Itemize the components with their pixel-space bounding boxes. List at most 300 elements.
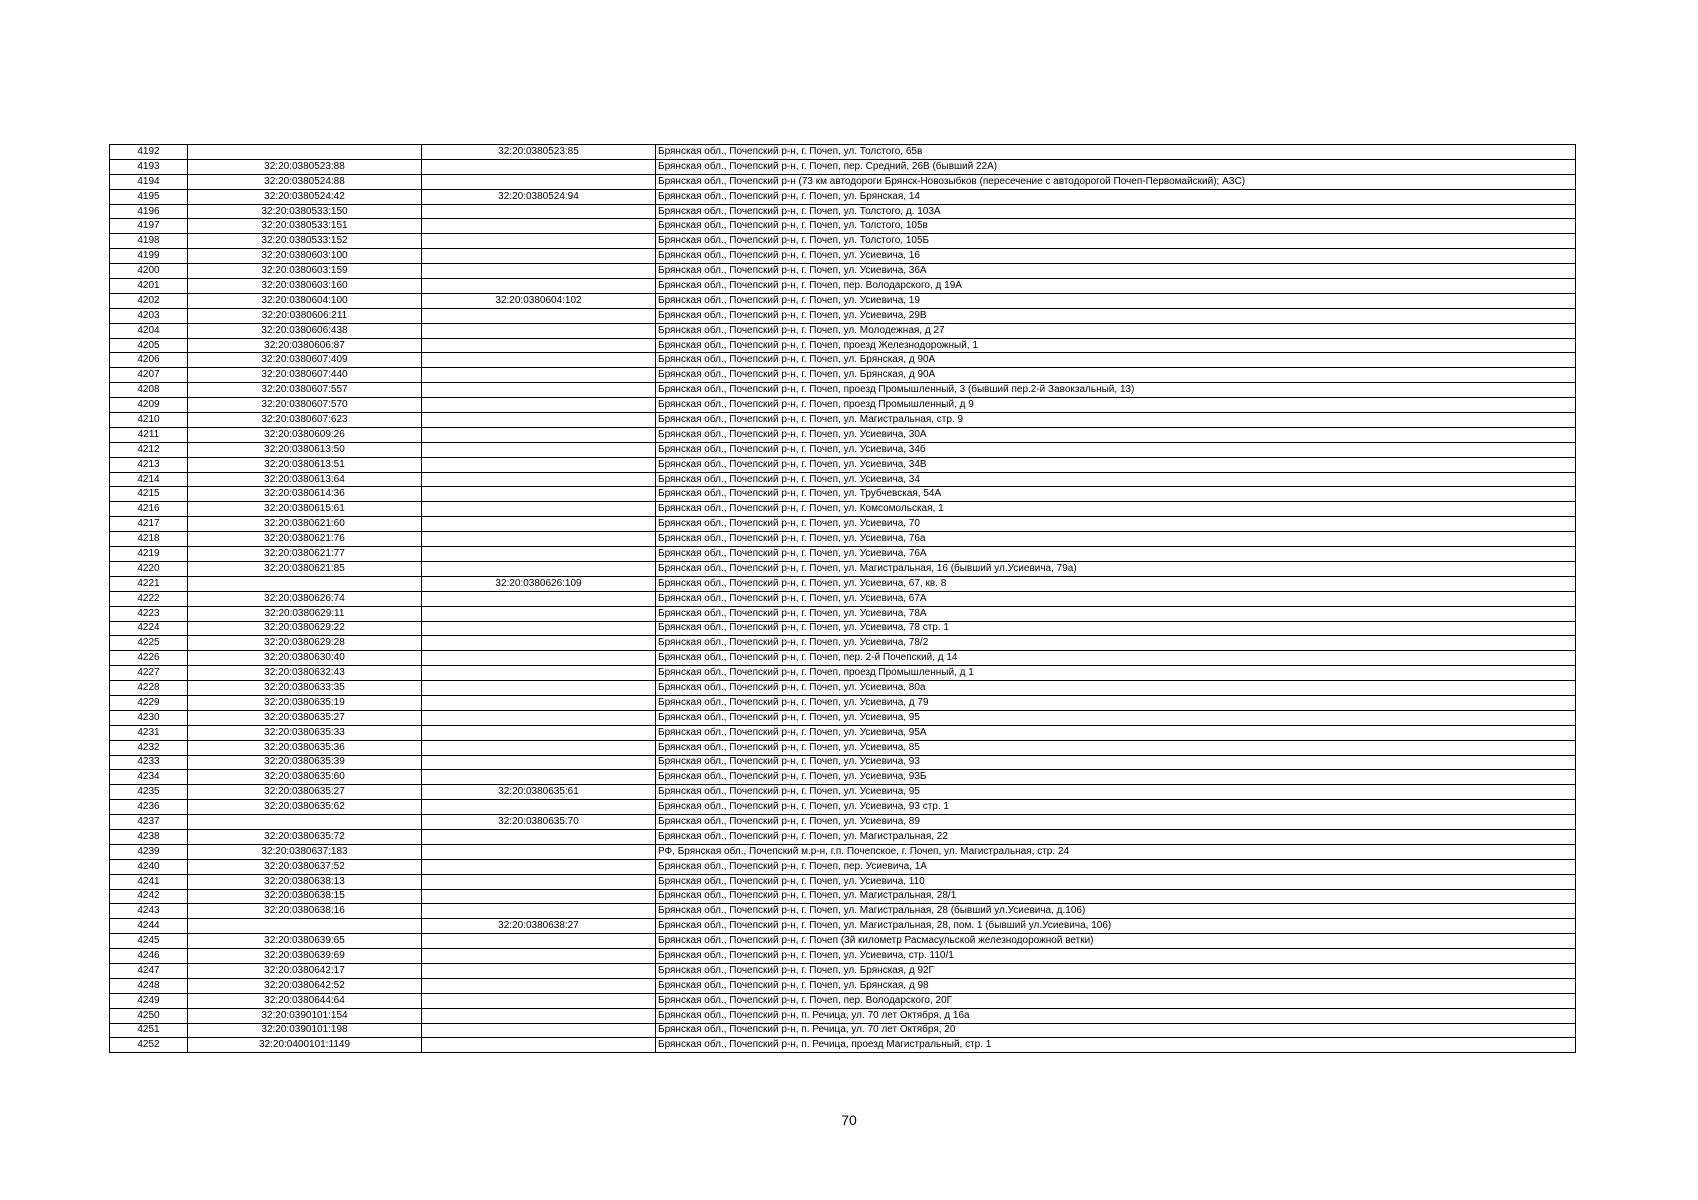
row-number-cell: 4235 (110, 785, 188, 800)
table-row (110, 517, 1576, 532)
table-row (110, 383, 1576, 398)
address-cell: Брянская обл., Почепский р-н, п. Речица, проезд Магистральный, стр. 1 (656, 1038, 1576, 1053)
address-cell: Брянская обл., Почепский р-н, п. Речица, ул. 70 лет Октября, д 16а (656, 1008, 1576, 1023)
linked-cadastral-number-cell (422, 353, 656, 368)
cadastral-number-cell: 32:20:0380633:35 (188, 681, 422, 696)
linked-cadastral-number-cell (422, 517, 656, 532)
linked-cadastral-number-cell (422, 427, 656, 442)
row-number-cell: 4230 (110, 710, 188, 725)
table-row (110, 502, 1576, 517)
row-number-cell: 4195 (110, 189, 188, 204)
row-number-cell: 4222 (110, 591, 188, 606)
row-number-cell: 4232 (110, 740, 188, 755)
cadastral-number-cell: 32:20:0380635:60 (188, 770, 422, 785)
row-number-cell: 4207 (110, 368, 188, 383)
cadastral-number-cell: 32:20:0380629:22 (188, 621, 422, 636)
cadastral-number-cell: 32:20:0380533:152 (188, 234, 422, 249)
linked-cadastral-number-cell (422, 636, 656, 651)
address-cell: Брянская обл., Почепский р-н, г. Почеп, ул. Магистральная, 28, пом. 1 (бывший ул.Усиевича, 106) (656, 919, 1576, 934)
linked-cadastral-number-cell (422, 681, 656, 696)
address-cell: Брянская обл., Почепский р-н, г. Почеп, ул. Усиевича, 78 стр. 1 (656, 621, 1576, 636)
address-cell: Брянская обл., Почепский р-н, г. Почеп, пер. Усиевича, 1А (656, 859, 1576, 874)
linked-cadastral-number-cell (422, 993, 656, 1008)
address-cell: Брянская обл., Почепский р-н, г. Почеп, ул. Усиевича, 85 (656, 740, 1576, 755)
table-row (110, 993, 1576, 1008)
table-row (110, 755, 1576, 770)
address-cell: Брянская обл., Почепский р-н, г. Почеп, ул. Брянская, д 92Г (656, 963, 1576, 978)
address-cell: Брянская обл., Почепский р-н, г. Почеп, ул. Трубчевская, 54А (656, 487, 1576, 502)
cadastral-number-cell: 32:20:0380607:409 (188, 353, 422, 368)
address-cell: Брянская обл., Почепский р-н, г. Почеп, ул. Усиевича, 95А (656, 725, 1576, 740)
linked-cadastral-number-cell (422, 398, 656, 413)
linked-cadastral-number-cell (422, 800, 656, 815)
cadastral-number-cell: 32:20:0380607:623 (188, 413, 422, 428)
row-number-cell: 4209 (110, 398, 188, 413)
cadastral-number-cell: 32:20:0380635:19 (188, 695, 422, 710)
address-cell: Брянская обл., Почепский р-н, г. Почеп (3й километр Расмасульской железнодорожной ветки) (656, 934, 1576, 949)
row-number-cell: 4249 (110, 993, 188, 1008)
address-cell: Брянская обл., Почепский р-н, г. Почеп, ул. Брянская, д 90А (656, 353, 1576, 368)
linked-cadastral-number-cell (422, 978, 656, 993)
linked-cadastral-number-cell (422, 1023, 656, 1038)
table-row (110, 651, 1576, 666)
table-row (110, 859, 1576, 874)
row-number-cell: 4193 (110, 159, 188, 174)
cadastral-number-cell: 32:20:0380642:52 (188, 978, 422, 993)
row-number-cell: 4243 (110, 904, 188, 919)
address-cell: Брянская обл., Почепский р-н, г. Почеп, ул. Толстого, 105в (656, 219, 1576, 234)
address-cell: Брянская обл., Почепский р-н, г. Почеп, ул. Усиевича, 67, кв. 8 (656, 576, 1576, 591)
address-cell: Брянская обл., Почепский р-н, г. Почеп, пер. Володарского, д 19А (656, 279, 1576, 294)
table-row (110, 904, 1576, 919)
table-row (110, 442, 1576, 457)
cadastral-number-cell: 32:20:0380639:65 (188, 934, 422, 949)
linked-cadastral-number-cell (422, 368, 656, 383)
cadastral-number-cell: 32:20:0390101:198 (188, 1023, 422, 1038)
table-row (110, 457, 1576, 472)
row-number-cell: 4199 (110, 249, 188, 264)
linked-cadastral-number-cell: 32:20:0380604:102 (422, 293, 656, 308)
document-table (109, 144, 1576, 1053)
row-number-cell: 4245 (110, 934, 188, 949)
cadastral-number-cell: 32:20:0380524:42 (188, 189, 422, 204)
table-row (110, 219, 1576, 234)
cadastral-number-cell: 32:20:0380615:61 (188, 502, 422, 517)
address-cell: Брянская обл., Почепский р-н, г. Почеп, проезд Промышленный, 3 (бывший пер.2-й Завокзальный, 13) (656, 383, 1576, 398)
cadastral-number-cell: 32:20:0380614:36 (188, 487, 422, 502)
address-cell: Брянская обл., Почепский р-н, г. Почеп, ул. Магистральная, 16 (бывший ул.Усиевича, 79а) (656, 561, 1576, 576)
address-cell: Брянская обл., Почепский р-н, г. Почеп, ул. Усиевича, 93 стр. 1 (656, 800, 1576, 815)
cadastral-number-cell: 32:20:0400101:1149 (188, 1038, 422, 1053)
row-number-cell: 4224 (110, 621, 188, 636)
table-row (110, 785, 1576, 800)
table-row (110, 561, 1576, 576)
row-number-cell: 4210 (110, 413, 188, 428)
table-row (110, 159, 1576, 174)
row-number-cell: 4238 (110, 829, 188, 844)
table-row (110, 844, 1576, 859)
cadastral-number-cell: 32:20:0380635:72 (188, 829, 422, 844)
linked-cadastral-number-cell (422, 249, 656, 264)
cadastral-number-cell: 32:20:0380613:51 (188, 457, 422, 472)
row-number-cell: 4216 (110, 502, 188, 517)
linked-cadastral-number-cell (422, 725, 656, 740)
row-number-cell: 4231 (110, 725, 188, 740)
linked-cadastral-number-cell (422, 874, 656, 889)
table-row (110, 621, 1576, 636)
cadastral-number-cell: 32:20:0380635:62 (188, 800, 422, 815)
address-cell: Брянская обл., Почепский р-н, г. Почеп, ул. Усиевича, 110 (656, 874, 1576, 889)
row-number-cell: 4226 (110, 651, 188, 666)
cadastral-number-cell: 32:20:0380609:26 (188, 427, 422, 442)
table-row (110, 308, 1576, 323)
cadastral-number-cell: 32:20:0380606:211 (188, 308, 422, 323)
address-cell: Брянская обл., Почепский р-н, г. Почеп, ул. Магистральная, стр. 9 (656, 413, 1576, 428)
cadastral-number-cell: 32:20:0380638:13 (188, 874, 422, 889)
row-number-cell: 4192 (110, 145, 188, 160)
table-row (110, 279, 1576, 294)
cadastral-number-cell: 32:20:0380639:69 (188, 949, 422, 964)
cadastral-number-cell: 32:20:0380635:27 (188, 785, 422, 800)
linked-cadastral-number-cell: 32:20:0380524:94 (422, 189, 656, 204)
address-cell: Брянская обл., Почепский р-н, г. Почеп, ул. Магистральная, 28/1 (656, 889, 1576, 904)
address-cell: Брянская обл., Почепский р-н, г. Почеп, пер. Средний, 26В (бывший 22А) (656, 159, 1576, 174)
cadastral-number-cell: 32:20:0380533:150 (188, 204, 422, 219)
table-row (110, 353, 1576, 368)
address-cell: Брянская обл., Почепский р-н, г. Почеп, ул. Усиевича, 70 (656, 517, 1576, 532)
cadastral-number-cell: 32:20:0380621:77 (188, 547, 422, 562)
cadastral-number-cell: 32:20:0380523:88 (188, 159, 422, 174)
row-number-cell: 4203 (110, 308, 188, 323)
table-row (110, 695, 1576, 710)
row-number-cell: 4220 (110, 561, 188, 576)
table-row (110, 204, 1576, 219)
row-number-cell: 4247 (110, 963, 188, 978)
table-row (110, 1023, 1576, 1038)
row-number-cell: 4194 (110, 174, 188, 189)
cadastral-number-cell: 32:20:0380604:100 (188, 293, 422, 308)
row-number-cell: 4217 (110, 517, 188, 532)
table-row (110, 576, 1576, 591)
table-row (110, 815, 1576, 830)
linked-cadastral-number-cell (422, 561, 656, 576)
address-cell: Брянская обл., Почепский р-н (73 км автодороги Брянск-Новозыбков (пересечение с автодорогой Почеп-Первомайский); АЗС) (656, 174, 1576, 189)
row-number-cell: 4240 (110, 859, 188, 874)
address-cell: Брянская обл., Почепский р-н, г. Почеп, ул. Усиевича, 80а (656, 681, 1576, 696)
address-cell: Брянская обл., Почепский р-н, г. Почеп, пер. 2-й Почепский, д 14 (656, 651, 1576, 666)
table-row (110, 889, 1576, 904)
row-number-cell: 4206 (110, 353, 188, 368)
linked-cadastral-number-cell (422, 174, 656, 189)
address-cell: Брянская обл., Почепский р-н, г. Почеп, ул. Усиевича, д 79 (656, 695, 1576, 710)
linked-cadastral-number-cell (422, 383, 656, 398)
linked-cadastral-number-cell (422, 1038, 656, 1053)
linked-cadastral-number-cell (422, 308, 656, 323)
address-cell: Брянская обл., Почепский р-н, г. Почеп, пер. Володарского, 20Г (656, 993, 1576, 1008)
address-cell: Брянская обл., Почепский р-н, г. Почеп, ул. Молодежная, д 27 (656, 323, 1576, 338)
linked-cadastral-number-cell (422, 264, 656, 279)
linked-cadastral-number-cell (422, 934, 656, 949)
row-number-cell: 4223 (110, 606, 188, 621)
row-number-cell: 4205 (110, 338, 188, 353)
linked-cadastral-number-cell (422, 457, 656, 472)
address-cell: Брянская обл., Почепский р-н, г. Почеп, ул. Усиевича, 34 (656, 472, 1576, 487)
address-cell: Брянская обл., Почепский р-н, г. Почеп, проезд Промышленный, д 9 (656, 398, 1576, 413)
address-cell: Брянская обл., Почепский р-н, г. Почеп, ул. Усиевича, 30А (656, 427, 1576, 442)
cadastral-number-cell: 32:20:0380644:64 (188, 993, 422, 1008)
cadastral-number-cell: 32:20:0380632:43 (188, 666, 422, 681)
linked-cadastral-number-cell (422, 606, 656, 621)
table-row (110, 963, 1576, 978)
address-cell: Брянская обл., Почепский р-н, г. Почеп, ул. Усиевича, 19 (656, 293, 1576, 308)
linked-cadastral-number-cell (422, 323, 656, 338)
linked-cadastral-number-cell (422, 710, 656, 725)
table-row (110, 829, 1576, 844)
cadastral-number-cell: 32:20:0380603:100 (188, 249, 422, 264)
table-row (110, 666, 1576, 681)
cadastral-number-cell: 32:20:0380533:151 (188, 219, 422, 234)
row-number-cell: 4219 (110, 547, 188, 562)
table-row (110, 547, 1576, 562)
cadastral-number-cell: 32:20:0380607:570 (188, 398, 422, 413)
linked-cadastral-number-cell (422, 829, 656, 844)
linked-cadastral-number-cell (422, 666, 656, 681)
linked-cadastral-number-cell (422, 859, 656, 874)
linked-cadastral-number-cell (422, 755, 656, 770)
linked-cadastral-number-cell (422, 487, 656, 502)
address-cell: Брянская обл., Почепский р-н, г. Почеп, ул. Магистральная, 22 (656, 829, 1576, 844)
row-number-cell: 4225 (110, 636, 188, 651)
linked-cadastral-number-cell: 32:20:0380638:27 (422, 919, 656, 934)
address-cell: Брянская обл., Почепский р-н, г. Почеп, ул. Усиевича, 36А (656, 264, 1576, 279)
table-row (110, 591, 1576, 606)
address-cell: Брянская обл., Почепский р-н, г. Почеп, ул. Комсомольская, 1 (656, 502, 1576, 517)
linked-cadastral-number-cell (422, 889, 656, 904)
cadastral-number-cell: 32:20:0380603:159 (188, 264, 422, 279)
address-cell: Брянская обл., Почепский р-н, г. Почеп, ул. Усиевича, стр. 110/1 (656, 949, 1576, 964)
linked-cadastral-number-cell (422, 651, 656, 666)
table-row (110, 398, 1576, 413)
cadastral-number-cell: 32:20:0380621:76 (188, 532, 422, 547)
table-row (110, 532, 1576, 547)
linked-cadastral-number-cell (422, 219, 656, 234)
table-row (110, 145, 1576, 160)
address-cell: Брянская обл., Почепский р-н, г. Почеп, ул. Усиевича, 78/2 (656, 636, 1576, 651)
table-row (110, 1008, 1576, 1023)
cadastral-number-cell: 32:20:0380607:440 (188, 368, 422, 383)
linked-cadastral-number-cell (422, 413, 656, 428)
linked-cadastral-number-cell (422, 844, 656, 859)
row-number-cell: 4246 (110, 949, 188, 964)
row-number-cell: 4201 (110, 279, 188, 294)
table-row (110, 234, 1576, 249)
row-number-cell: 4242 (110, 889, 188, 904)
cadastral-number-cell: 32:20:0380635:36 (188, 740, 422, 755)
cadastral-number-cell: 32:20:0380637:183 (188, 844, 422, 859)
linked-cadastral-number-cell (422, 740, 656, 755)
cadastral-number-cell: 32:20:0380613:50 (188, 442, 422, 457)
cadastral-number-cell: 32:20:0380629:11 (188, 606, 422, 621)
linked-cadastral-number-cell (422, 949, 656, 964)
cadastral-number-cell: 32:20:0380613:64 (188, 472, 422, 487)
table-row (110, 472, 1576, 487)
cadastral-number-cell: 32:20:0380638:16 (188, 904, 422, 919)
row-number-cell: 4227 (110, 666, 188, 681)
address-cell: Брянская обл., Почепский р-н, г. Почеп, ул. Усиевича, 95 (656, 710, 1576, 725)
address-cell: РФ, Брянская обл., Почепский м.р-н, г.п. Почепское, г. Почеп, ул. Магистральная, стр. 24 (656, 844, 1576, 859)
address-cell: Брянская обл., Почепский р-н, г. Почеп, ул. Брянская, д 90А (656, 368, 1576, 383)
linked-cadastral-number-cell: 32:20:0380635:61 (422, 785, 656, 800)
address-cell: Брянская обл., Почепский р-н, г. Почеп, ул. Усиевича, 89 (656, 815, 1576, 830)
table-row (110, 919, 1576, 934)
table-row (110, 874, 1576, 889)
table-row (110, 249, 1576, 264)
table-row (110, 368, 1576, 383)
address-cell: Брянская обл., Почепский р-н, г. Почеп, ул. Усиевича, 29В (656, 308, 1576, 323)
row-number-cell: 4239 (110, 844, 188, 859)
linked-cadastral-number-cell: 32:20:0380626:109 (422, 576, 656, 591)
linked-cadastral-number-cell (422, 532, 656, 547)
table-row (110, 487, 1576, 502)
table-row (110, 740, 1576, 755)
table-row (110, 189, 1576, 204)
row-number-cell: 4204 (110, 323, 188, 338)
linked-cadastral-number-cell: 32:20:0380523:85 (422, 145, 656, 160)
address-cell: Брянская обл., Почепский р-н, г. Почеп, ул. Толстого, 65в (656, 145, 1576, 160)
cadastral-number-cell: 32:20:0380635:27 (188, 710, 422, 725)
address-cell: Брянская обл., Почепский р-н, п. Речица, ул. 70 лет Октября, 20 (656, 1023, 1576, 1038)
cadastral-number-cell (188, 815, 422, 830)
table-row (110, 725, 1576, 740)
linked-cadastral-number-cell (422, 442, 656, 457)
row-number-cell: 4221 (110, 576, 188, 591)
table-row (110, 800, 1576, 815)
table-row (110, 413, 1576, 428)
table-row (110, 606, 1576, 621)
table-row (110, 710, 1576, 725)
cadastral-number-cell: 32:20:0380603:160 (188, 279, 422, 294)
address-cell: Брянская обл., Почепский р-н, г. Почеп, проезд Промышленный, д 1 (656, 666, 1576, 681)
linked-cadastral-number-cell (422, 963, 656, 978)
linked-cadastral-number-cell (422, 234, 656, 249)
table-row (110, 978, 1576, 993)
linked-cadastral-number-cell (422, 279, 656, 294)
row-number-cell: 4197 (110, 219, 188, 234)
row-number-cell: 4228 (110, 681, 188, 696)
linked-cadastral-number-cell (422, 159, 656, 174)
cadastral-number-cell: 32:20:0380621:60 (188, 517, 422, 532)
row-number-cell: 4212 (110, 442, 188, 457)
cadastral-number-cell: 32:20:0380642:17 (188, 963, 422, 978)
address-cell: Брянская обл., Почепский р-н, г. Почеп, ул. Брянская, 14 (656, 189, 1576, 204)
row-number-cell: 4241 (110, 874, 188, 889)
table-row (110, 636, 1576, 651)
address-cell: Брянская обл., Почепский р-н, г. Почеп, ул. Магистральная, 28 (бывший ул.Усиевича, д.106) (656, 904, 1576, 919)
linked-cadastral-number-cell (422, 904, 656, 919)
cadastral-number-cell (188, 145, 422, 160)
linked-cadastral-number-cell (422, 695, 656, 710)
linked-cadastral-number-cell (422, 338, 656, 353)
cadastral-number-cell: 32:20:0380606:438 (188, 323, 422, 338)
address-cell: Брянская обл., Почепский р-н, г. Почеп, ул. Усиевича, 67А (656, 591, 1576, 606)
table-body (110, 145, 1576, 1053)
row-number-cell: 4233 (110, 755, 188, 770)
cadastral-number-cell: 32:20:0380638:15 (188, 889, 422, 904)
row-number-cell: 4215 (110, 487, 188, 502)
table-row (110, 338, 1576, 353)
address-cell: Брянская обл., Почепский р-н, г. Почеп, ул. Усиевича, 34б (656, 442, 1576, 457)
cadastral-number-cell: 32:20:0380635:39 (188, 755, 422, 770)
row-number-cell: 4251 (110, 1023, 188, 1038)
row-number-cell: 4202 (110, 293, 188, 308)
row-number-cell: 4236 (110, 800, 188, 815)
row-number-cell: 4211 (110, 427, 188, 442)
table-row (110, 934, 1576, 949)
row-number-cell: 4252 (110, 1038, 188, 1053)
row-number-cell: 4234 (110, 770, 188, 785)
linked-cadastral-number-cell (422, 621, 656, 636)
table-row (110, 293, 1576, 308)
table-row (110, 681, 1576, 696)
linked-cadastral-number-cell: 32:20:0380635:70 (422, 815, 656, 830)
linked-cadastral-number-cell (422, 547, 656, 562)
table-row (110, 949, 1576, 964)
address-cell: Брянская обл., Почепский р-н, г. Почеп, ул. Усиевича, 93Б (656, 770, 1576, 785)
row-number-cell: 4196 (110, 204, 188, 219)
cadastral-number-cell: 32:20:0390101:154 (188, 1008, 422, 1023)
linked-cadastral-number-cell (422, 591, 656, 606)
address-cell: Брянская обл., Почепский р-н, г. Почеп, ул. Усиевича, 34В (656, 457, 1576, 472)
linked-cadastral-number-cell (422, 204, 656, 219)
cadastral-number-cell: 32:20:0380621:85 (188, 561, 422, 576)
row-number-cell: 4237 (110, 815, 188, 830)
address-cell: Брянская обл., Почепский р-н, г. Почеп, ул. Толстого, д. 103А (656, 204, 1576, 219)
table-row (110, 174, 1576, 189)
address-cell: Брянская обл., Почепский р-н, г. Почеп, ул. Усиевича, 76а (656, 532, 1576, 547)
address-cell: Брянская обл., Почепский р-н, г. Почеп, ул. Усиевича, 95 (656, 785, 1576, 800)
linked-cadastral-number-cell (422, 472, 656, 487)
linked-cadastral-number-cell (422, 502, 656, 517)
address-cell: Брянская обл., Почепский р-н, г. Почеп, ул. Толстого, 105Б (656, 234, 1576, 249)
row-number-cell: 4248 (110, 978, 188, 993)
address-cell: Брянская обл., Почепский р-н, г. Почеп, ул. Усиевича, 76А (656, 547, 1576, 562)
table-row (110, 770, 1576, 785)
cadastral-number-cell: 32:20:0380606:87 (188, 338, 422, 353)
cadastral-number-cell: 32:20:0380637:52 (188, 859, 422, 874)
cadastral-number-cell (188, 919, 422, 934)
cadastral-number-cell: 32:20:0380607:557 (188, 383, 422, 398)
table-row (110, 427, 1576, 442)
cadastral-number-cell (188, 576, 422, 591)
cadastral-number-cell: 32:20:0380630:40 (188, 651, 422, 666)
table-row (110, 323, 1576, 338)
address-cell: Брянская обл., Почепский р-н, г. Почеп, ул. Брянская, д 98 (656, 978, 1576, 993)
row-number-cell: 4208 (110, 383, 188, 398)
row-number-cell: 4250 (110, 1008, 188, 1023)
linked-cadastral-number-cell (422, 1008, 656, 1023)
cadastral-number-cell: 32:20:0380524:88 (188, 174, 422, 189)
table-row (110, 1038, 1576, 1053)
address-cell: Брянская обл., Почепский р-н, г. Почеп, ул. Усиевича, 78А (656, 606, 1576, 621)
cadastral-number-cell: 32:20:0380626:74 (188, 591, 422, 606)
table-row (110, 264, 1576, 279)
row-number-cell: 4200 (110, 264, 188, 279)
linked-cadastral-number-cell (422, 770, 656, 785)
cadastral-number-cell: 32:20:0380635:33 (188, 725, 422, 740)
row-number-cell: 4229 (110, 695, 188, 710)
cadastral-number-cell: 32:20:0380629:28 (188, 636, 422, 651)
row-number-cell: 4213 (110, 457, 188, 472)
